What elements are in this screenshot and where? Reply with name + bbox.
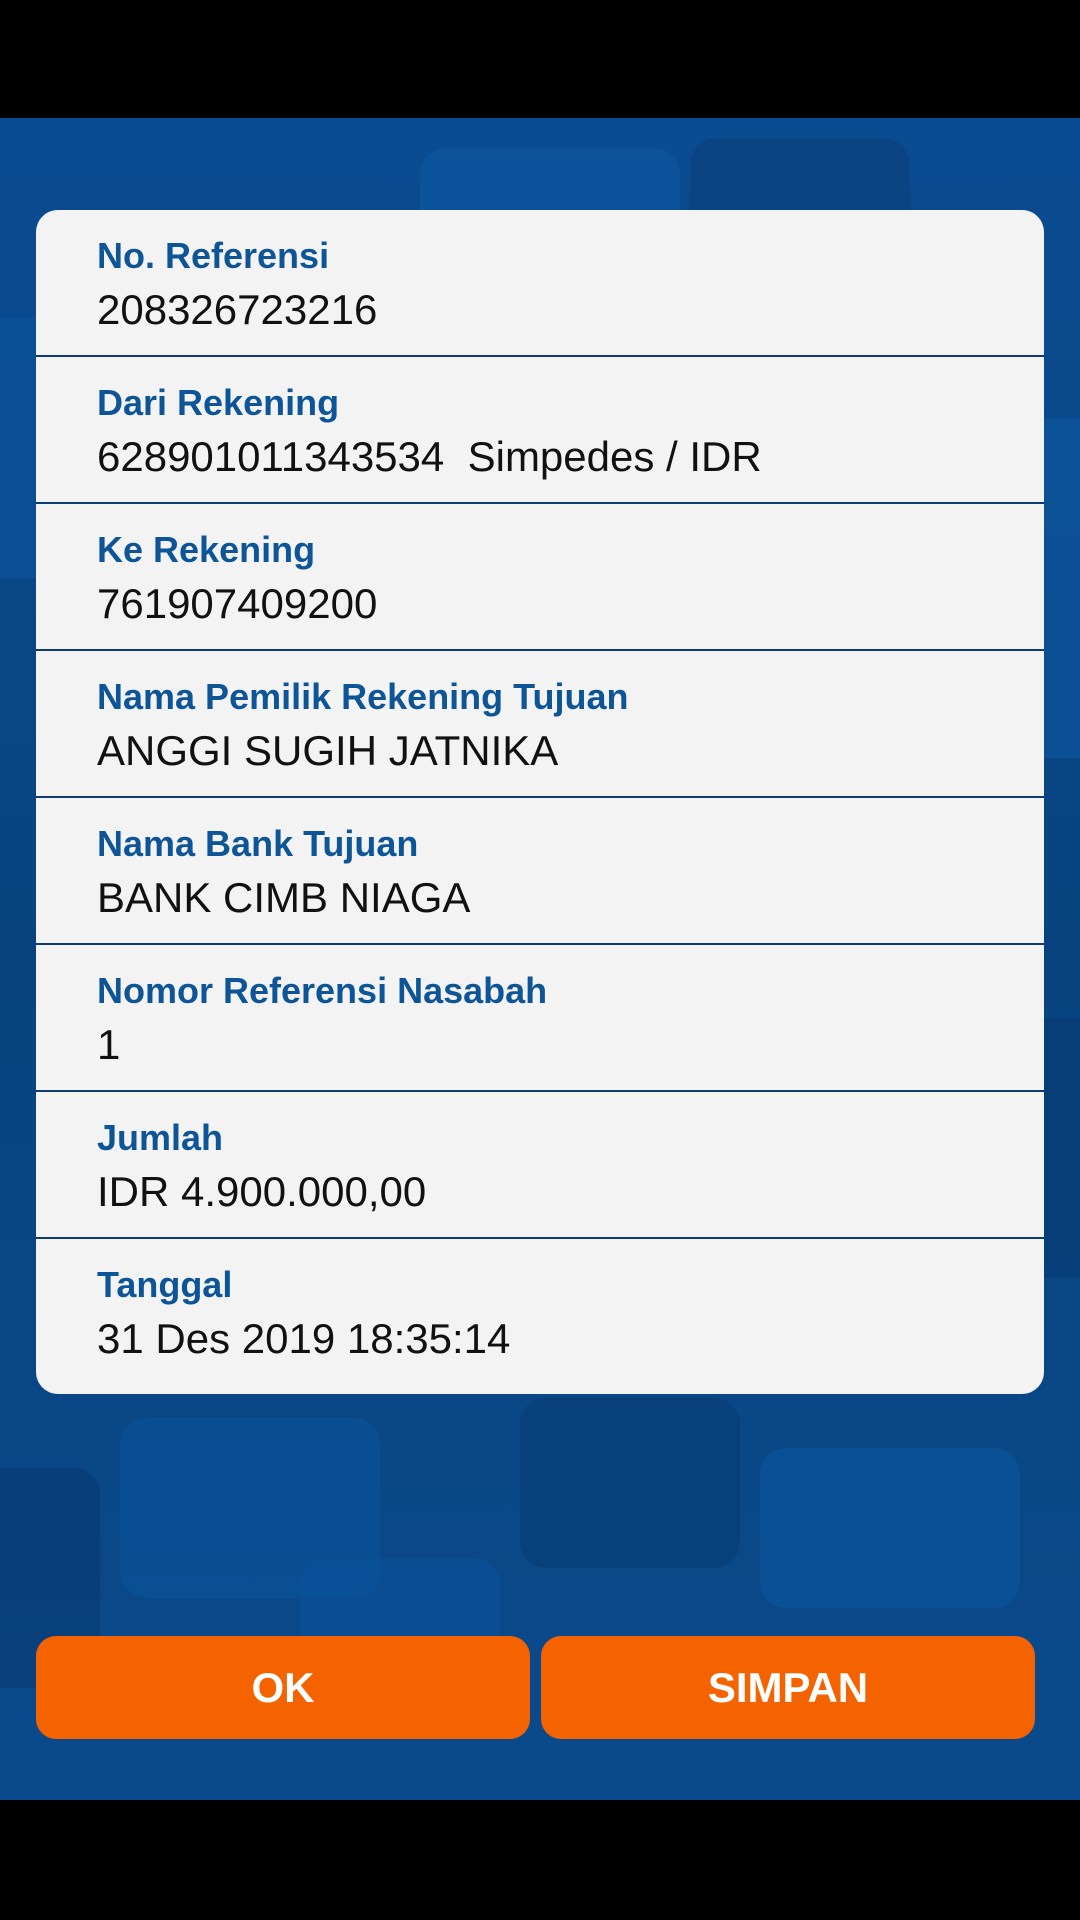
row-label: Tanggal xyxy=(97,1264,233,1305)
row-destination-owner xyxy=(36,651,1044,798)
row-destination-account xyxy=(36,504,1044,651)
bg-tile xyxy=(760,1448,1020,1608)
row-customer-reference xyxy=(36,945,1044,1092)
save-button[interactable]: SIMPAN xyxy=(541,1636,1035,1739)
row-label: Nama Pemilik Rekening Tujuan xyxy=(97,676,629,717)
row-label: No. Referensi xyxy=(97,235,330,276)
row-label: Nama Bank Tujuan xyxy=(97,823,419,864)
row-date xyxy=(36,1239,1044,1386)
row-value: ANGGI SUGIH JATNIKA xyxy=(97,727,559,774)
row-source-account xyxy=(36,357,1044,504)
row-label: Nomor Referensi Nasabah xyxy=(97,970,548,1011)
row-value: 761907409200 xyxy=(97,580,378,627)
ok-button[interactable]: OK xyxy=(36,1636,530,1739)
row-amount xyxy=(36,1092,1044,1239)
row-label: Dari Rekening xyxy=(97,382,340,423)
row-destination-bank xyxy=(36,798,1044,945)
row-label: Ke Rekening xyxy=(97,529,316,570)
row-value: 1 xyxy=(97,1021,121,1068)
bg-tile xyxy=(520,1398,740,1568)
navigation-bar xyxy=(0,1800,1080,1920)
status-bar xyxy=(0,0,1080,118)
row-label: Jumlah xyxy=(97,1117,224,1158)
row-value: 208326723216 xyxy=(97,286,378,333)
row-reference-number xyxy=(36,210,1044,357)
row-value: BANK CIMB NIAGA xyxy=(97,874,471,921)
row-value: 31 Des 2019 18:35:14 xyxy=(97,1315,511,1362)
transaction-receipt-card xyxy=(36,210,1044,1394)
row-value: IDR 4.900.000,00 xyxy=(97,1168,427,1215)
row-value: 628901011343534 Simpedes / IDR xyxy=(97,433,762,480)
